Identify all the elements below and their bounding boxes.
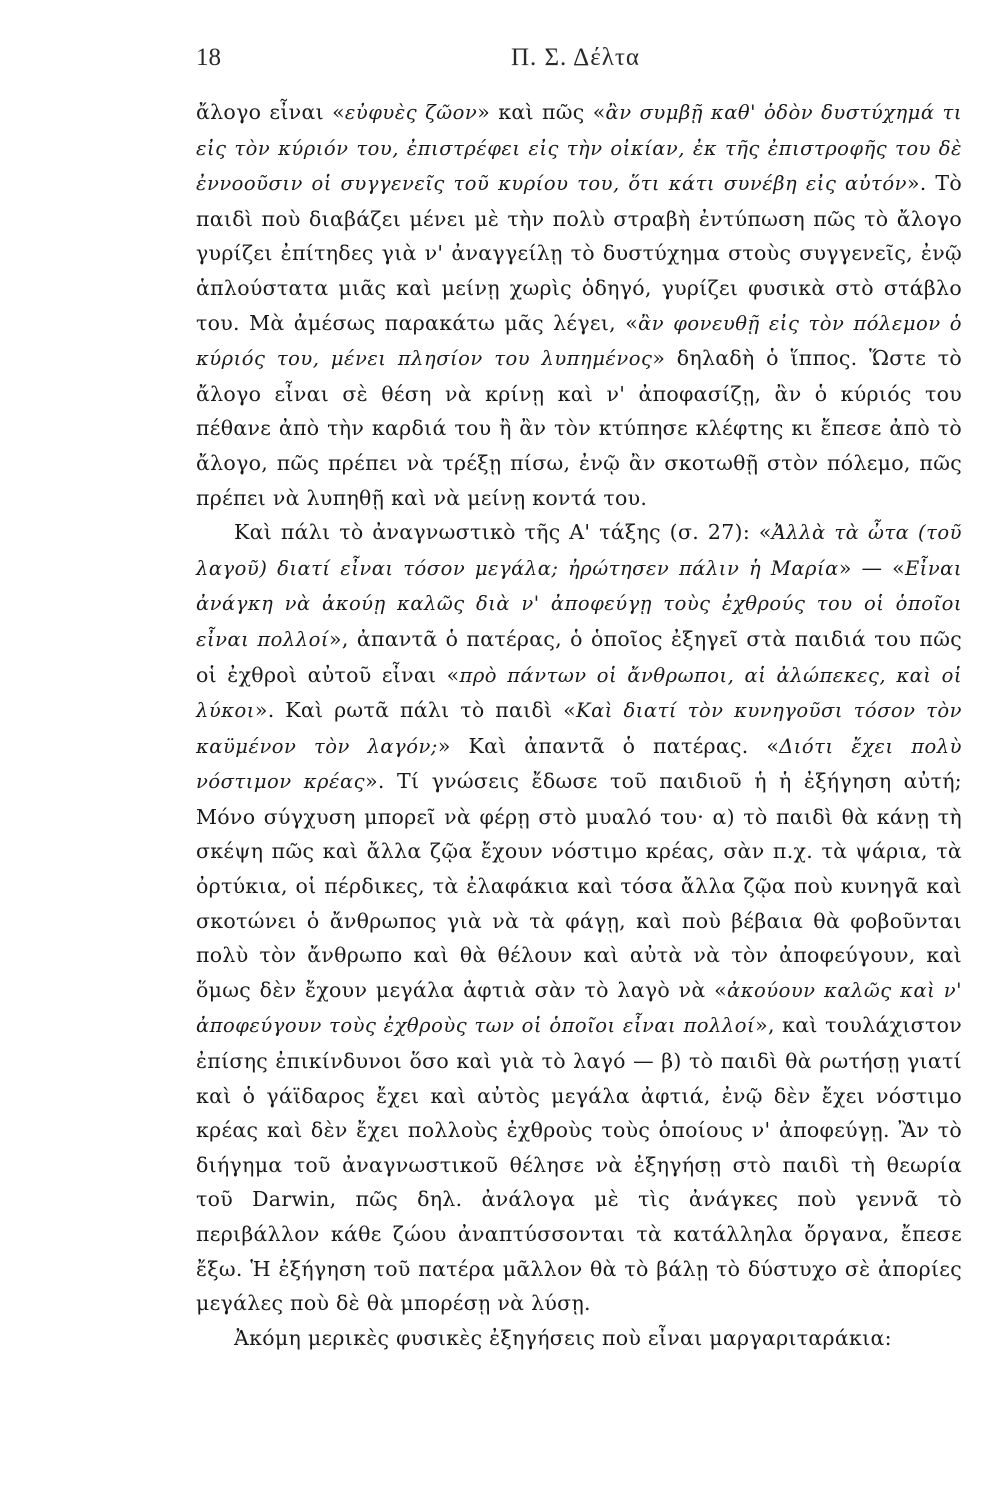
running-title: Π. Σ. Δέλτα <box>510 44 641 71</box>
body-run: ἄλογο εἶναι « <box>196 100 345 124</box>
body-run: » — « <box>838 555 905 580</box>
body-text <box>196 95 962 1355</box>
quoted-text: ἂν συμβῇ καθ' ὁδὸν δυστύχημά τι εἰς τὸν κύριόν του, ἐπιστρέφει εἰς τὴν οἰκίαν, ἐκ τῆς ἐπιστροφῆς του δὲ ἐννοοῦσιν οἱ συγγενεῖς τοῦ κυρίου του, ὅτι κάτι συνέβη εἰς αὐτόν <box>196 101 962 196</box>
body-run: ». Τὸ παιδὶ ποὺ διαβάζει μένει μὲ τὴν πολὺ στραβὴ ἐντύπωση πῶς τὸ ἄλογο γυρίζει ἐπίτηδες γιὰ ν' ἀναγγείλῃ τὸ δυστύχημα στοὺς συγγενεῖς, ἐνῷ ἁπλούστατα μιᾶς καὶ μείνῃ χωρὶς ὁδηγό, γυρίζει φυσικὰ στὸ στάβλο του. Μὰ ἀμέσως παρακάτω μᾶς λέγει, « <box>196 171 962 335</box>
quoted-text: εὐφυὲς ζῶον <box>344 101 478 124</box>
body-run: Καὶ πάλι τὸ ἀναγνωστικὸ τῆς Α' τάξης (σ. 27): « <box>234 520 772 545</box>
body-run: » δηλαδὴ ὁ ἵππος. Ὥστε τὸ ἄλογο εἶναι σὲ θέση νὰ κρίνῃ καὶ ν' ἀποφασίζῃ, ἂν ὁ κύριός του πέθανε ἀπὸ τὴν καρδιά του ἢ ἂν τὸν κτύπησε κλέφτης κι ἔπεσε ἀπὸ τὸ ἄλογο, πῶς πρέπει νὰ τρέξῃ πίσω, ἐνῷ ἂν σκοτωθῇ στὸν πόλεμο, πῶς πρέπει νὰ λυπηθῇ καὶ νὰ μείνῃ κοντά του. <box>196 346 962 510</box>
paragraph <box>196 515 962 1321</box>
quoted-text: Διότι ἔχει πολὺ νόστιμον κρέας <box>196 734 962 794</box>
quoted-text: πρὸ πάντων οἱ ἄνθρωποι, αἱ ἀλώπεκες, καὶ οἱ λύκοι <box>196 663 962 723</box>
paragraph <box>196 95 962 515</box>
body-run: ». Καὶ ρωτᾶ πάλι τὸ παιδὶ « <box>254 698 577 723</box>
quoted-text: ἀκούουν καλῶς καὶ ν' ἀποφεύγουν τοὺς ἐχθροὺς των οἱ ὁποῖοι εἶναι πολλοί <box>196 978 962 1038</box>
quoted-text: Εἶναι ἀνάγκη νὰ ἀκούῃ καλῶς διὰ ν' ἀποφεύγῃ τοὺς ἐχθρούς του οἱ ὁποῖοι εἶναι πολλοί <box>196 556 962 651</box>
quoted-text: ἂν φονευθῇ εἰς τὸν πόλεμον ὁ κύριός του, μένει πλησίον του λυπημένος <box>196 311 962 371</box>
page-number: 18 <box>196 44 221 71</box>
body-run: » Καὶ ἀπαντᾶ ὁ πατέρας. « <box>437 733 780 758</box>
page-header <box>196 36 955 76</box>
body-run: » καὶ πῶς « <box>477 100 606 124</box>
body-run: », καὶ τουλάχιστον ἐπίσης ἐπικίνδυνοι ὅσο καὶ γιὰ τὸ λαγό — β) τὸ παιδὶ θὰ ρωτήσῃ γιατί καὶ ὁ γάϊδαρος ἔχει καὶ αὐτὸς μεγάλα ἀφτιά, ἐνῷ δὲν ἔχει νόστιμο κρέας καὶ δὲν ἔχει πολλοὺς ἐχθροὺς τοὺς ὁποίους ν' ἀποφεύγῃ. Ἂν τὸ διήγημα τοῦ ἀναγνωστικοῦ θέλησε νὰ ἐξηγήσῃ στὸ παιδὶ τὴ θεωρία τοῦ Darwin, πῶς δηλ. ἀνάλογα μὲ τὶς ἀνάγκες ποὺ γεννᾶ τὸ περιβάλλον κάθε ζώου ἀναπτύσσονται τὰ κατάλληλα ὄργανα, ἔπεσε ἔξω. Ἡ ἐξήγηση τοῦ πατέρα μᾶλλον θὰ τὸ βάλῃ τὸ δύστυχο σὲ ἀπορίες μεγάλες ποὺ δὲ θὰ μπορέσῃ νὰ λύσῃ. <box>196 1013 963 1316</box>
body-run: ». Τί γνώσεις ἔδωσε τοῦ παιδιοῦ ἡ ἡ ἐξήγηση αὐτή; Μόνο σύγχυση μπορεῖ νὰ φέρῃ στὸ μυαλό του· α) τὸ παιδὶ θὰ κάνῃ τὴ σκέψη πῶς καὶ ἄλλα ζῷα ἔχουν νόστιμο κρέας, σὰν π.χ. τὰ ψάρια, τὰ ὀρτύκια, οἱ πέρδικες, τὰ ἐλαφάκια καὶ τόσα ἄλλα ζῷα ποὺ κυνηγᾶ καὶ σκοτώνει ὁ ἄνθρωπος γιὰ νὰ τὰ φάγῃ, καὶ ποὺ βέβαια θὰ φοβοῦνται πολὺ τὸν ἄνθρωπο καὶ θὰ θέλουν καὶ αὐτὰ νὰ τὸν ἀποφεύγουν, καὶ ὅμως δὲν ἔχουν μεγάλα ἀφτιὰ σὰν τὸ λαγὸ νὰ « <box>196 769 963 1002</box>
quoted-text: Ἀλλὰ τὰ ὦτα (τοῦ λαγοῦ) διατί εἶναι τόσον μεγάλα; ἠρώτησεν πάλιν ἡ Μαρία <box>196 521 962 580</box>
paragraph <box>196 1321 962 1356</box>
body-run: Ἀκόμη μερικὲς φυσικὲς ἐξηγήσεις ποὺ εἶναι μαργαριταράκια: <box>234 1325 892 1350</box>
body-run: », ἀπαντᾶ ὁ πατέρας, ὁ ὁποῖος ἐξηγεῖ στὰ παιδιά του πῶς οἱ ἐχθροὶ αὐτοῦ εἶναι « <box>196 626 962 687</box>
quoted-text: Καὶ διατί τὸν κυνηγοῦσι τόσον τὸν καϋμένον τὸν λαγόν; <box>196 699 962 758</box>
